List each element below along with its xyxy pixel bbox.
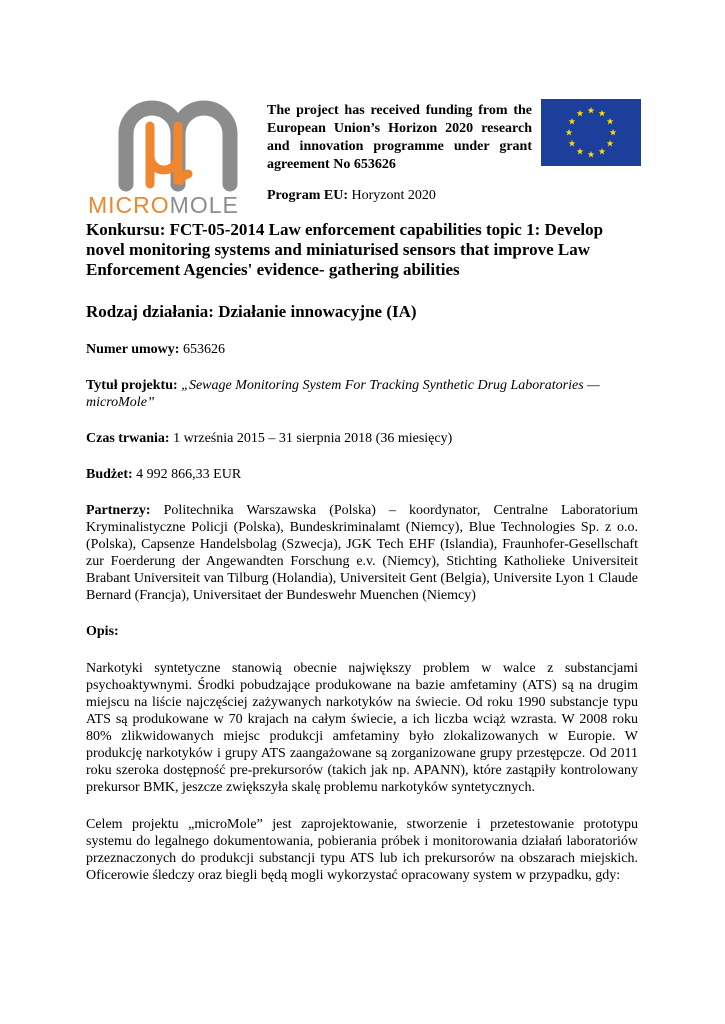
tytul-value: „Sewage Monitoring System For Tracking Synthetic Drug Laboratories — microMole” bbox=[86, 378, 600, 410]
tytul-label: Tytuł projektu: bbox=[86, 378, 178, 393]
czas-label: Czas trwania: bbox=[86, 431, 170, 446]
funding-statement: The project has received funding from the European Union’s Horizon 2020 research and innovation programme under grant agreement No 653626 bbox=[267, 103, 532, 172]
program-label: Program EU: bbox=[267, 188, 348, 203]
description-paragraph-2: Celem projektu „microMole” jest zaprojektowanie, stworzenie i przetestowanie prototypu systemu do legalnego dokumentowania, pobierania próbek i monitorowania działań laboratoriów przeznaczonych do produkcji substancji typu ATS lub ich prekursorów na obszarach miejskich. Oficerowie śledczy oraz biegli będą mogli wykorzystać opracowany system w przypadku, gdy: bbox=[86, 817, 638, 883]
logo-word-mole: MOLE bbox=[169, 192, 239, 218]
logo-wordmark bbox=[88, 193, 239, 217]
budzet-value: 4 992 866,33 EUR bbox=[136, 467, 242, 482]
logo-word-micro: MICRO bbox=[88, 192, 170, 218]
partnerzy-field bbox=[86, 502, 638, 604]
konkurs-title: Konkursu: FCT-05-2014 Law enforcement capabilities topic 1: Develop novel monitoring systems and miniaturised sensors that improve Law Enforcement Agencies' evidence- gathering abilities bbox=[86, 220, 604, 279]
eu-flag-icon bbox=[541, 99, 641, 166]
budzet-label: Budżet: bbox=[86, 467, 133, 482]
numer-value: 653626 bbox=[182, 342, 225, 357]
numer-label: Numer umowy: bbox=[86, 342, 180, 357]
budzet-field bbox=[86, 466, 638, 483]
opis-heading: Opis: bbox=[86, 624, 119, 639]
partnerzy-label: Partnerzy: bbox=[86, 503, 151, 518]
description-paragraph-1: Narkotyki syntetyczne stanowią obecnie największy problem w walce z substancjami psychoaktywnymi. Środki pobudzające produkowane na bazie amfetaminy (ATS) są na drugim miejscu na liście najczęściej zażywanych narkotyków na świecie. Od roku 1990 substancje typu ATS są produkowane w 70 krajach na całym świecie, a ich liczba wciąż wzrasta. W 2008 roku 80% zlikwidowanych miejsc produkcji amfetaminy było zlokalizowanych w Europie. W produkcję narkotyków i grupy ATS zaangażowane są zorganizowane grupy przestępcze. Od 2011 roku szeroka dostępność pre-prekursorów (takich jak np. APANN), które zastąpiły kontrolowany prekursor BMK, jeszcze zwiększyła skalę problemu narkotyków syntetycznych. bbox=[86, 661, 638, 795]
program-value: Horyzont 2020 bbox=[351, 188, 436, 203]
numer-field bbox=[86, 341, 638, 358]
partnerzy-value: Politechnika Warszawska (Polska) – koordynator, Centralne Laboratorium Kryminalistyczne Policji (Polska), Bundeskriminalamt (Niemcy), Blue Technologies Sp. z o.o. (Polska), Capsenze Handelsbolag (Szwecja), JGK Tech EHF (Islandia), Fraunhofer-Gesellschaft zur Foerderung der Angewandten Forschung e.v. (Niemcy), Stichting Katholieke Universiteit Brabant Universiteit van Tilburg (Holandia), Universiteit Gent (Belgia), Universite Lyon 1 Claude Bernard (Francja), Universitaet der Bundeswehr Muenchen (Niemcy) bbox=[86, 503, 639, 603]
rodzaj-heading: Rodzaj działania: Działanie innowacyjne (IA) bbox=[86, 302, 417, 321]
document-body bbox=[86, 220, 638, 884]
czas-value: 1 września 2015 – 31 sierpnia 2018 (36 miesięcy) bbox=[173, 431, 453, 446]
tytul-field bbox=[86, 377, 638, 411]
program-line bbox=[267, 187, 436, 205]
czas-field bbox=[86, 430, 638, 447]
